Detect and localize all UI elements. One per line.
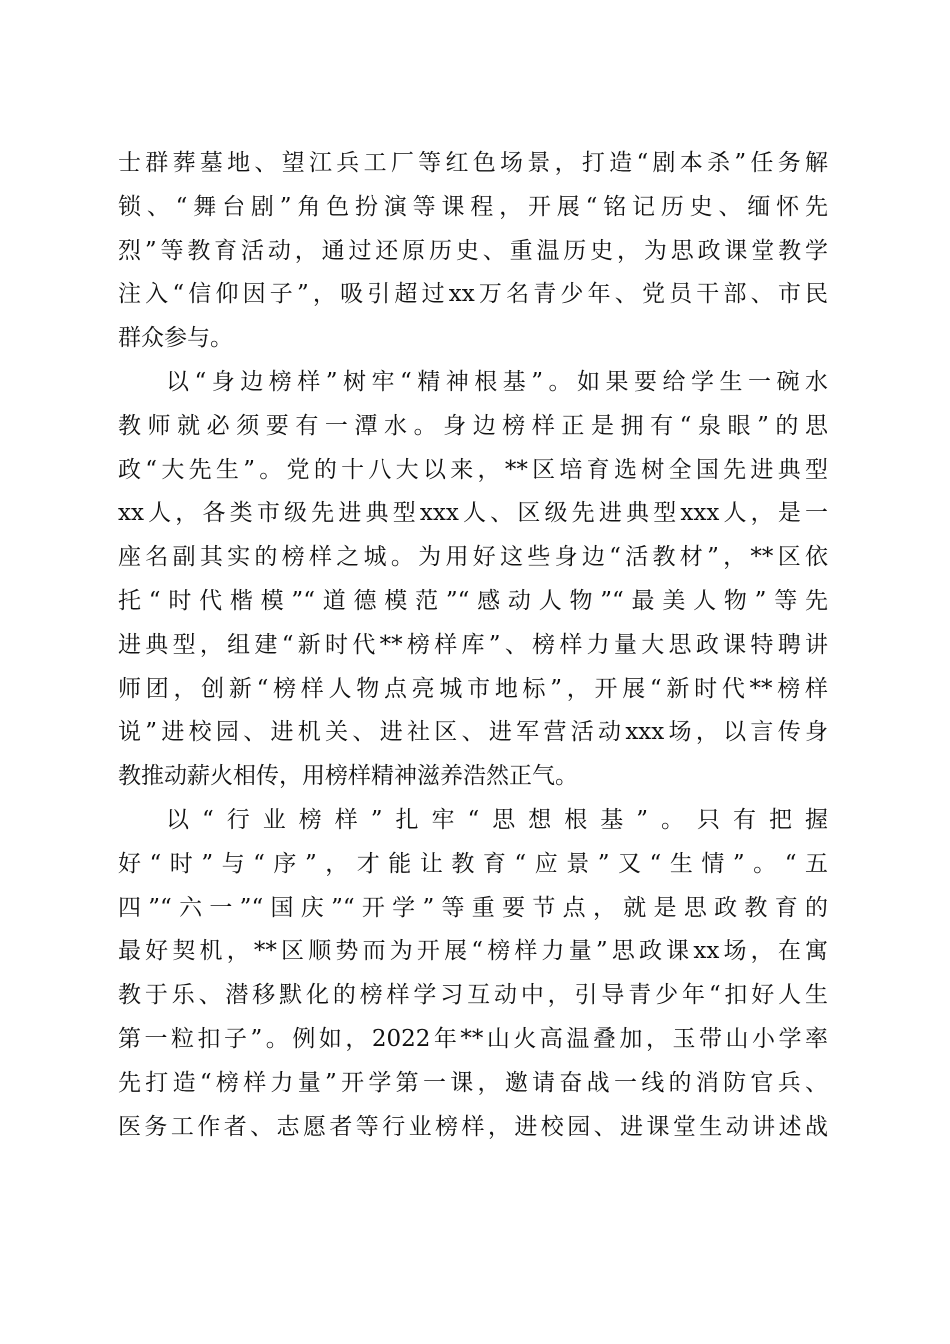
paragraph-2-line-3: 政“大先生”。党的十八大以来，**区培育选树全国先进典型 [118, 456, 828, 483]
paragraph-2-line-6: 托“时代楷模”“道德模范”“感动人物”“最美人物”等先 [118, 587, 828, 614]
paragraph-3-line-1: 以“行业榜样”扎牢“思想根基”。只有把握 [166, 806, 828, 833]
paragraph-1-line-5: 群众参与。 [118, 325, 233, 352]
paragraph-3-line-2: 好“时”与“序”，才能让教育“应景”又“生情”。“五 [118, 850, 828, 877]
paragraph-3-line-5: 教于乐、潜移默化的榜样学习互动中，引导青少年“扣好人生 [118, 982, 828, 1009]
paragraph-3-line-6: 第一粒扣子”。例如，2022年**山火高温叠加，玉带山小学率 [118, 1025, 828, 1052]
paragraph-1-line-4: 注入“信仰因子”，吸引超过xx万名青少年、党员干部、市民 [118, 281, 828, 308]
paragraph-3-line-4: 最好契机，**区顺势而为开展“榜样力量”思政课xx场，在寓 [118, 938, 828, 965]
paragraph-1-line-1: 士群葬墓地、望江兵工厂等红色场景，打造“剧本杀”任务解 [118, 150, 828, 176]
paragraph-2-line-2: 教师就必须要有一潭水。身边榜样正是拥有“泉眼”的思 [118, 412, 828, 439]
paragraph-2-line-9: 说”进校园、进机关、进社区、进军营活动xxx场，以言传身 [118, 719, 828, 746]
paragraph-3-line-3: 四”“六一”“国庆”“开学”等重要节点，就是思政教育的 [118, 894, 828, 921]
paragraph-2-line-1: 以“身边榜样”树牢“精神根基”。如果要给学生一碗水 [166, 368, 828, 395]
document-body [118, 142, 828, 1149]
paragraph-3-line-7: 先打造“榜样力量”开学第一课，邀请奋战一线的消防官兵、 [118, 1069, 828, 1096]
paragraph-2-line-8: 师团，创新“榜样人物点亮城市地标”，开展“新时代**榜样 [118, 675, 828, 702]
paragraph-2-line-4: xx人，各类市级先进典型xxx人、区级先进典型xxx人，是一 [118, 500, 828, 527]
paragraph-2-line-5: 座名副其实的榜样之城。为用好这些身边“活教材”，**区依 [118, 544, 828, 571]
paragraph-3-line-8: 医务工作者、志愿者等行业榜样，进校园、进课堂生动讲述战 [118, 1113, 828, 1140]
paragraph-2-line-10: 教推动薪火相传，用榜样精神滋养浩然正气。 [118, 763, 578, 790]
paragraph-2-line-7: 进典型，组建“新时代**榜样库”、榜样力量大思政课特聘讲 [118, 631, 828, 658]
paragraph-1-line-2: 锁、“舞台剧”角色扮演等课程，开展“铭记历史、缅怀先 [118, 193, 828, 220]
paragraph-1-line-3: 烈”等教育活动，通过还原历史、重温历史，为思政课堂教学 [118, 237, 828, 264]
